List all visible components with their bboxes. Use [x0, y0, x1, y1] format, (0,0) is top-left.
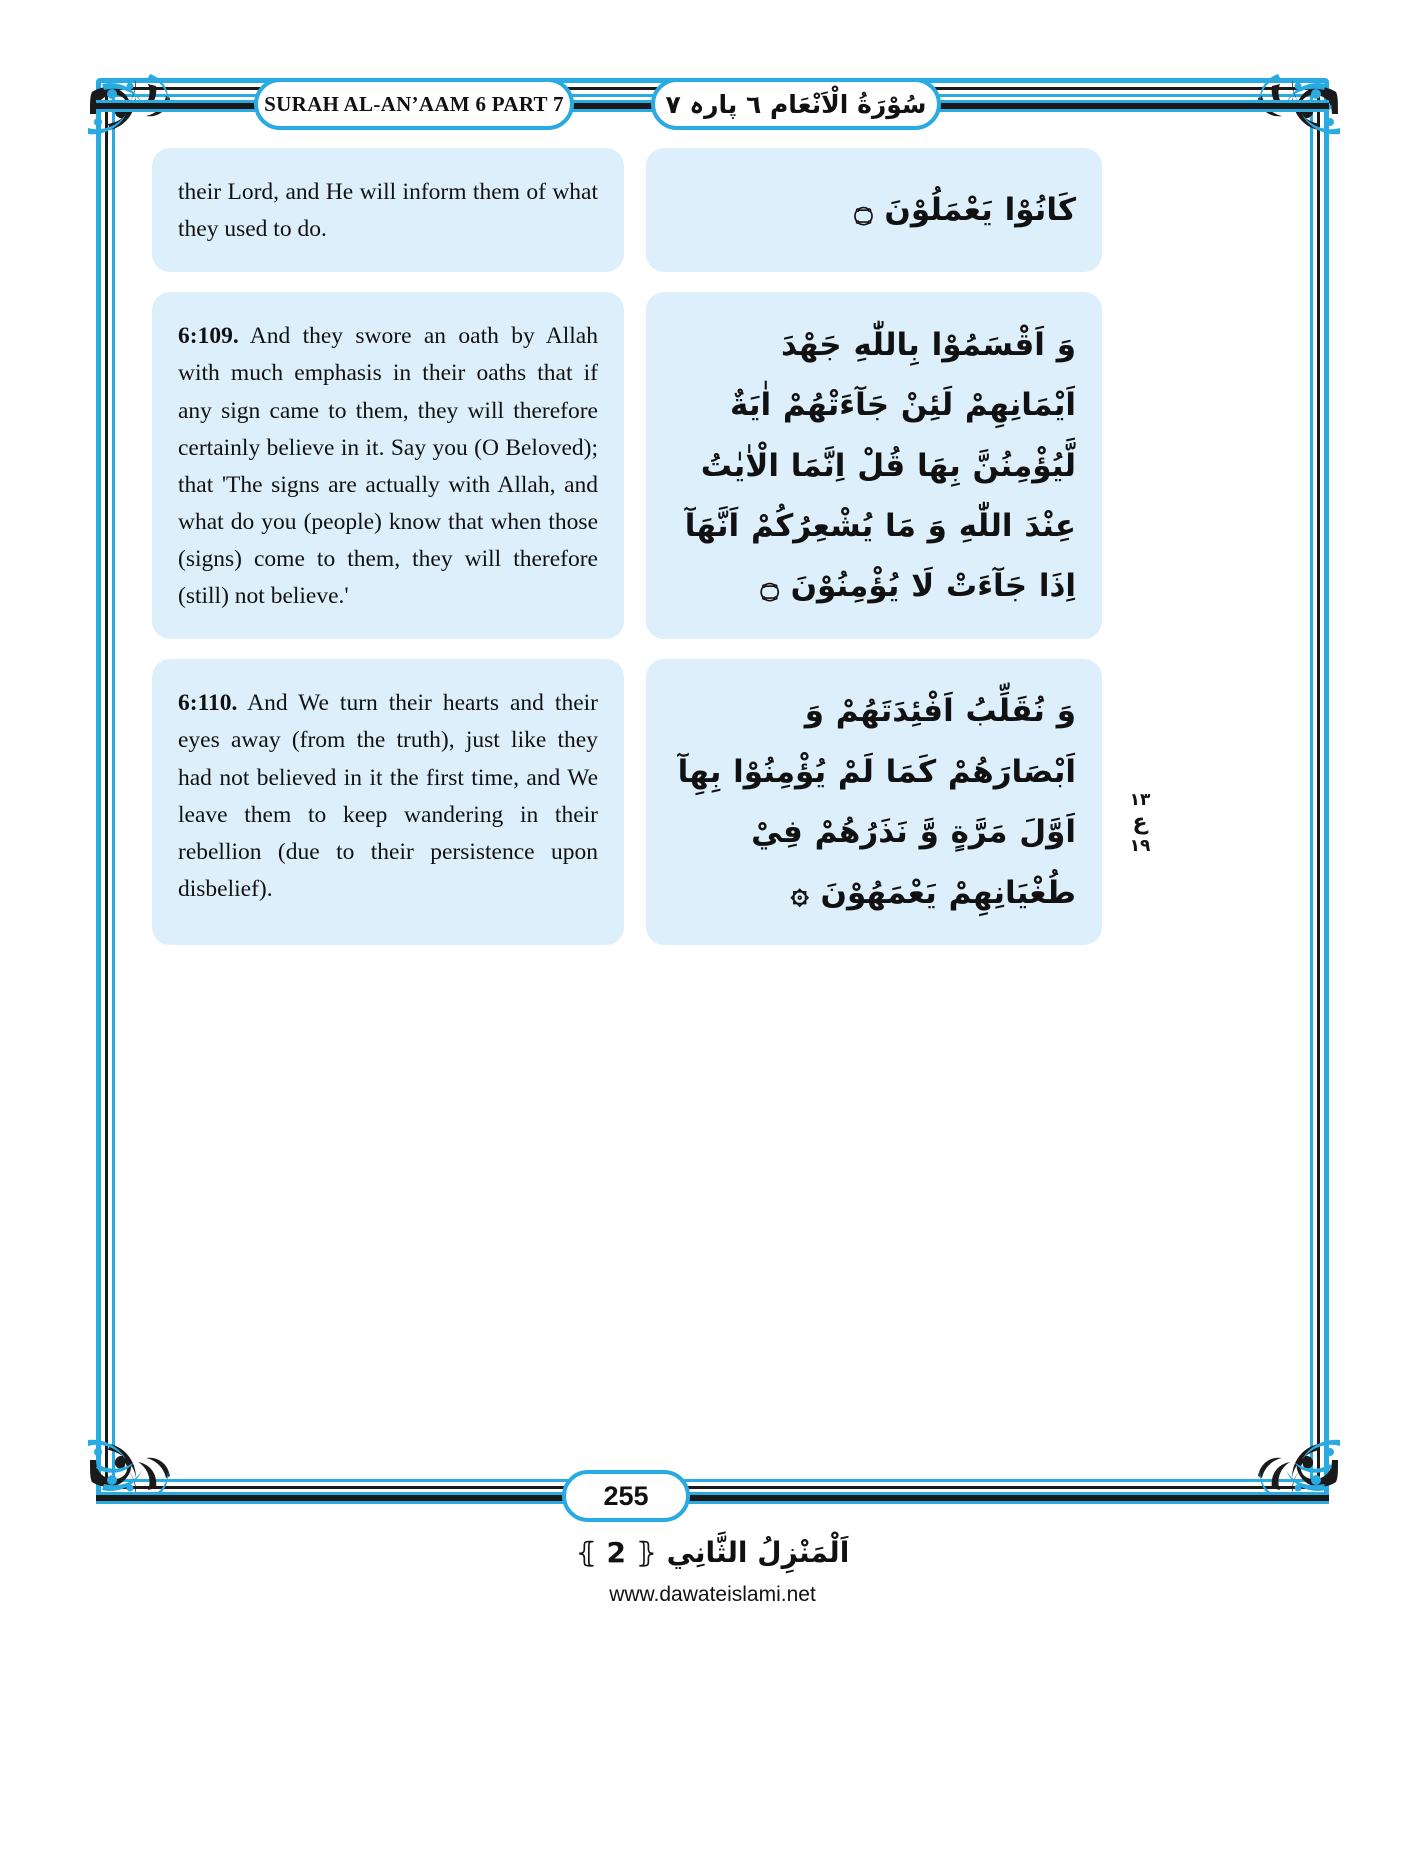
manzil-label: اَلْمَنْزِلُ الثَّانِي ⦃ 2 ⦄: [575, 1536, 850, 1569]
arabic-panel: [646, 659, 1102, 945]
footer-divider-rule: [96, 1492, 1329, 1504]
translation-body: And We turn their hearts and their eyes away (from the truth), just like they had not believed in it the first time, and We leave them to keep wandering in their rebellion (due to their persistence upon disbelief).: [178, 690, 598, 902]
ruku-marker: [1120, 790, 1160, 856]
verse-number: 6:109.: [178, 323, 239, 350]
verse-row: [152, 292, 1274, 639]
ruku-marker-line1: ١٣: [1129, 790, 1151, 810]
surah-title-arabic: سُوْرَةُ الْاَنْعَام ٦ پارہ ٧: [665, 89, 927, 119]
ruku-marker-line3: ١٩: [1129, 836, 1151, 856]
ruku-marker-line2: ع: [1132, 810, 1148, 836]
verse-row: [152, 148, 1274, 272]
translation-text: [178, 318, 598, 615]
arabic-text: وَ اَقْسَمُوْا بِاللّٰهِ جَهْدَ اَيْمَانِهِمْ لَئِنْ جَآءَتْهُمْ اٰيَةٌ لَّيُؤْمِنُنَّ بِهَا قُلْ اِنَّمَا الْاٰيٰتُ عِنْدَ اللّٰهِ وَ مَا يُشْعِرُكُمْ اَنَّهَآ اِذَا جَآءَتْ لَا يُؤْمِنُوْنَ ۝: [684, 326, 1076, 605]
arabic-panel: [646, 148, 1102, 272]
translation-body: And they swore an oath by Allah with much emphasis in their oaths that if any sign came to them, they will therefore certainly believe in it. Say you (O Beloved); that 'The signs are actually with Allah, and what do you (people) know that when those (signs) come to them, they will therefore (still) not believe.': [178, 323, 598, 610]
translation-body: their Lord, and He will inform them of what they used to do.: [178, 179, 598, 243]
page-footer: [96, 1470, 1329, 1526]
page-number: 255: [603, 1480, 649, 1511]
verse-number: 6:110.: [178, 690, 238, 717]
website-url: www.dawateislami.net: [609, 1583, 816, 1606]
arabic-text: كَانُوْا يَعْمَلُوْنَ ۝: [854, 191, 1076, 228]
surah-title-english: SURAH AL-AN’AAM 6 PART 7: [264, 91, 564, 116]
verse-row: [152, 659, 1274, 945]
translation-text: [178, 174, 598, 248]
translation-panel: [152, 292, 624, 639]
translation-panel: [152, 148, 624, 272]
translation-panel: [152, 659, 624, 945]
translation-text: [178, 685, 598, 908]
header-surah-title-en: [254, 78, 574, 130]
arabic-text: وَ نُقَلِّبُ اَفْئِدَتَهُمْ وَ اَبْصَارَهُمْ كَمَا لَمْ يُؤْمِنُوْا بِهِآ اَوَّلَ مَرَّةٍ وَّ نَذَرُهُمْ فِيْ طُغْيَانِهِمْ يَعْمَهُوْنَ ۞: [677, 693, 1076, 911]
header-surah-title-ar: [651, 78, 941, 130]
arabic-panel: [646, 292, 1102, 639]
verse-list: [152, 148, 1274, 965]
page-header: [96, 78, 1329, 134]
page-number-badge: [562, 1470, 690, 1522]
